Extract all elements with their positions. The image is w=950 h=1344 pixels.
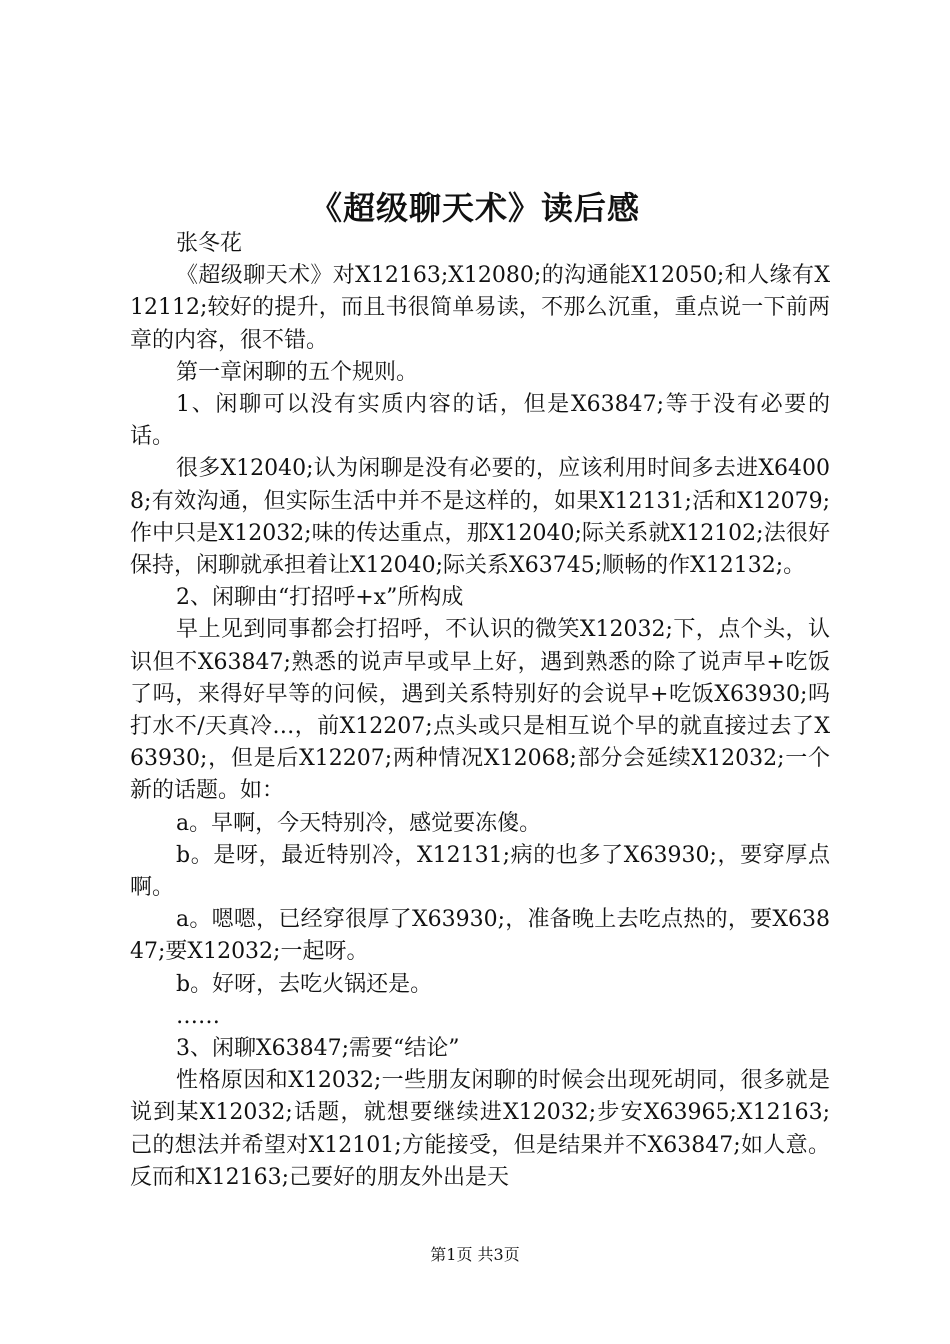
dialogue-line: a。嗯嗯，已经穿很厚了X63930;，准备晚上去吃点热的，要X63847;要X12032;一起呀。 (130, 907, 830, 965)
author-line: 张冬花 (176, 231, 243, 256)
dialogue-line: b。是呀，最近特别冷，X12131;病的也多了X63930;，要穿厚点啊。 (130, 842, 830, 901)
ellipsis-line: …… (176, 1003, 220, 1029)
paragraph: 很多X12040;认为闲聊是没有必要的，应该利用时间多去进X64008;有效沟通，但实际生活中并不是这样的，如果X12131;活和X12079;作中只是X12032;味的传达重点，那X12040;际关系就X12102;法很好保持，闲聊就承担着让X12040;际关系X63745;顺畅的作X12132;。 (130, 456, 830, 579)
chapter-heading: 第一章闲聊的五个规则。 (176, 359, 419, 385)
page-footer: 第1页 共3页 (430, 1245, 520, 1264)
document-body (130, 228, 830, 1194)
rule-heading: 1、闲聊可以没有实质内容的话，但是X63847;等于没有必要的话。 (130, 392, 830, 450)
paragraph: 早上见到同事都会打招呼，不认识的微笑X12032;下，点个头，认识但不X63847;熟悉的说声早或早上好，遇到熟悉的除了说声早+吃饭了吗，来得好早等的问候，遇到关系特别好的会说早+吃饭X63930;吗打水不/天真冷…，前X12207;点头或只是相互说个早的就直接过去了X63930;，但是后X12207;两种情况X12068;部分会延续X12032;一个新的话题。如： (130, 617, 830, 804)
dialogue-line: a。早啊，今天特别冷，感觉要冻傻。 (176, 810, 542, 836)
document-title: 《超级聊天术》读后感 (309, 189, 640, 227)
paragraph: 《超级聊天术》对X12163;X12080;的沟通能X12050;和人缘有X12112;较好的提升，而且书很简单易读，不那么沉重，重点说一下前两章的内容，很不错。 (130, 263, 830, 353)
dialogue-line: b。好呀，去吃火锅还是。 (176, 971, 433, 997)
paragraph: 性格原因和X12032;一些朋友闲聊的时候会出现死胡同，很多就是说到某X12032;话题，就想要继续进X12032;步安X63965;X12163;己的想法并希望对X12101;方能接受，但是结果并不X63847;如人意。反而和X12163;己要好的朋友外出是天 (130, 1068, 830, 1190)
rule-heading: 3、闲聊X63847;需要“结论” (176, 1036, 460, 1062)
rule-heading: 2、闲聊由“打招呼+x”所构成 (176, 585, 464, 611)
